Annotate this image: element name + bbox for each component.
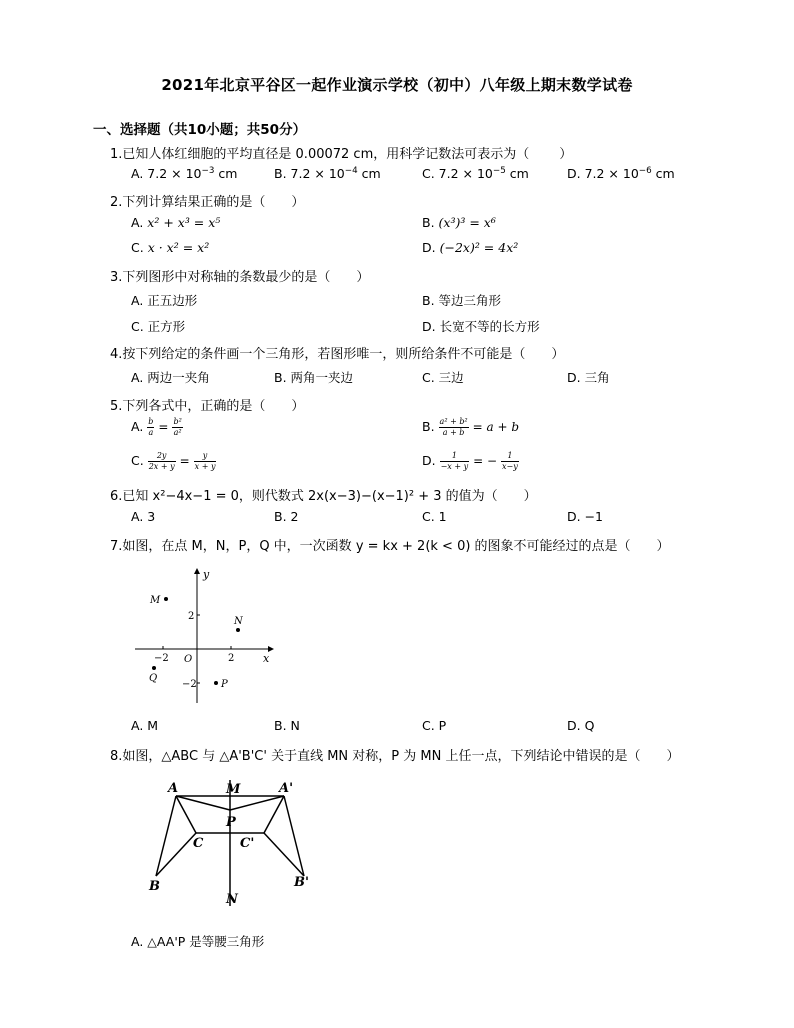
coordinate-graph bbox=[130, 563, 280, 708]
point-q bbox=[152, 666, 156, 670]
question-4-option-d[interactable]: D. 三角 bbox=[567, 370, 610, 385]
section-heading: 一、选择题（共10小题；共50分） bbox=[93, 122, 307, 138]
point-m-label: M bbox=[150, 595, 161, 606]
label-a: A bbox=[168, 781, 179, 796]
tick-y-pos: 2 bbox=[188, 611, 195, 622]
label-m: M bbox=[226, 782, 241, 797]
question-4-option-c[interactable]: C. 三边 bbox=[422, 370, 464, 385]
question-2-option-d[interactable]: D. (−2x)² = 4x² bbox=[422, 240, 519, 255]
question-5-option-d[interactable]: D. $\frac{1}{-x + y}$ = − $\frac{1}{x-y}$ bbox=[422, 451, 518, 471]
question-7-option-c[interactable]: C. P bbox=[422, 718, 447, 733]
x-axis-label: x bbox=[263, 652, 270, 665]
label-a-prime: A' bbox=[279, 781, 294, 796]
fraction: $\frac{y}{x + y}$ bbox=[194, 451, 216, 471]
question-3-option-b[interactable]: B. 等边三角形 bbox=[422, 293, 502, 308]
question-5-option-b[interactable]: B. $\frac{\text{a² + b²}}{a + b}$ = a + b bbox=[422, 417, 520, 437]
question-6-stem: 6.已知 x²−4x−1 = 0，则代数式 2x(x−3)−(x−1)² + 3 的值为（ ） bbox=[110, 489, 537, 504]
point-n-label: N bbox=[234, 616, 243, 627]
question-8-stem: 8.如图，△ABC 与 △A'B'C' 关于直线 MN 对称，P 为 MN 上任一点，下列结论中错误的是（ ） bbox=[110, 749, 680, 764]
label-b-prime: B' bbox=[294, 875, 309, 890]
question-7-stem: 7.如图，在点 M，N，P，Q 中，一次函数 y = kx + 2(k < 0) 的图象不可能经过的点是（ ） bbox=[110, 539, 670, 554]
question-3-option-d[interactable]: D. 长宽不等的长方形 bbox=[422, 319, 540, 334]
fraction: $\frac{\text{a² + b²}}{a + b}$ bbox=[439, 417, 468, 437]
point-p bbox=[214, 681, 218, 685]
question-4-stem: 4.按下列给定的条件画一个三角形，若图形唯一，则所给条件不可能是（ ） bbox=[110, 347, 565, 362]
point-q-label: Q bbox=[149, 673, 158, 684]
fraction: $\frac{1}{-x + y}$ bbox=[440, 451, 469, 471]
question-3-option-a[interactable]: A. 正五边形 bbox=[131, 293, 198, 308]
question-1-stem: 1.已知人体红细胞的平均直径是 0.00072 cm，用科学记数法可表示为（ ） bbox=[110, 147, 573, 162]
fraction: $\frac{\text{b²}}{\text{a²}}$ bbox=[173, 417, 182, 437]
question-1-option-b[interactable]: B. $7.2 \times 10^{-4}$ cm bbox=[274, 165, 381, 181]
question-2-option-a[interactable]: A. x² + x³ = x⁵ bbox=[131, 215, 221, 230]
label-b: B bbox=[149, 879, 160, 894]
question-4-option-b[interactable]: B. 两角一夹边 bbox=[274, 370, 354, 385]
tick-x-pos: 2 bbox=[228, 653, 235, 664]
y-axis-label: y bbox=[203, 568, 210, 581]
origin-label: O bbox=[184, 654, 193, 665]
question-7-option-a[interactable]: A. M bbox=[131, 718, 159, 733]
symmetry-figure bbox=[146, 776, 321, 911]
question-6-option-b[interactable]: B. 2 bbox=[274, 509, 299, 524]
exam-title: 2021年北京平谷区一起作业演示学校（初中）八年级上期末数学试卷 bbox=[161, 76, 633, 94]
point-p-label: P bbox=[221, 679, 228, 690]
question-5-stem: 5.下列各式中，正确的是（ ） bbox=[110, 399, 305, 414]
question-2-option-c[interactable]: C. x · x² = x² bbox=[131, 240, 210, 255]
question-4-option-a[interactable]: A. 两边一夹角 bbox=[131, 370, 210, 385]
question-2-option-b[interactable]: B. (x³)³ = x⁶ bbox=[422, 215, 496, 230]
question-1-option-c[interactable]: C. $7.2 \times 10^{-5}$ cm bbox=[422, 165, 529, 181]
fraction: $\frac{1}{x-y}$ bbox=[502, 451, 518, 471]
question-3-stem: 3.下列图形中对称轴的条数最少的是（ ） bbox=[110, 270, 370, 285]
question-1-option-a[interactable]: A. $7.2 \times 10^{-3}$ cm bbox=[131, 165, 238, 181]
question-6-option-d[interactable]: D. −1 bbox=[567, 509, 603, 524]
question-7-option-b[interactable]: B. N bbox=[274, 718, 300, 733]
question-1-option-d[interactable]: D. $7.2 \times 10^{-6}$ cm bbox=[567, 165, 675, 181]
fraction: $\frac{2y}{2x + y}$ bbox=[148, 451, 175, 471]
point-m bbox=[164, 597, 168, 601]
question-5-option-a[interactable]: A. $\frac{b}{a}$ = $\frac{\text{b²}}{\text{a²}}$ bbox=[131, 417, 182, 437]
label-p: P bbox=[226, 815, 236, 830]
question-8-option-a[interactable]: A. △AA'P 是等腰三角形 bbox=[131, 934, 265, 949]
question-6-option-a[interactable]: A. 3 bbox=[131, 509, 156, 524]
tick-x-neg: −2 bbox=[154, 653, 169, 664]
question-5-option-c[interactable]: C. $\frac{2y}{2x + y}$ = $\frac{y}{x + y}$ bbox=[131, 451, 216, 471]
point-n bbox=[236, 628, 240, 632]
label-c: C bbox=[193, 836, 204, 851]
question-7-option-d[interactable]: D. Q bbox=[567, 718, 595, 733]
tick-y-neg: −2 bbox=[182, 679, 197, 690]
question-3-option-c[interactable]: C. 正方形 bbox=[131, 319, 186, 334]
label-n: N bbox=[226, 892, 238, 907]
question-2-stem: 2.下列计算结果正确的是（ ） bbox=[110, 195, 305, 210]
fraction: $\frac{b}{a}$ bbox=[148, 417, 154, 437]
label-c-prime: C' bbox=[240, 836, 255, 851]
question-6-option-c[interactable]: C. 1 bbox=[422, 509, 447, 524]
